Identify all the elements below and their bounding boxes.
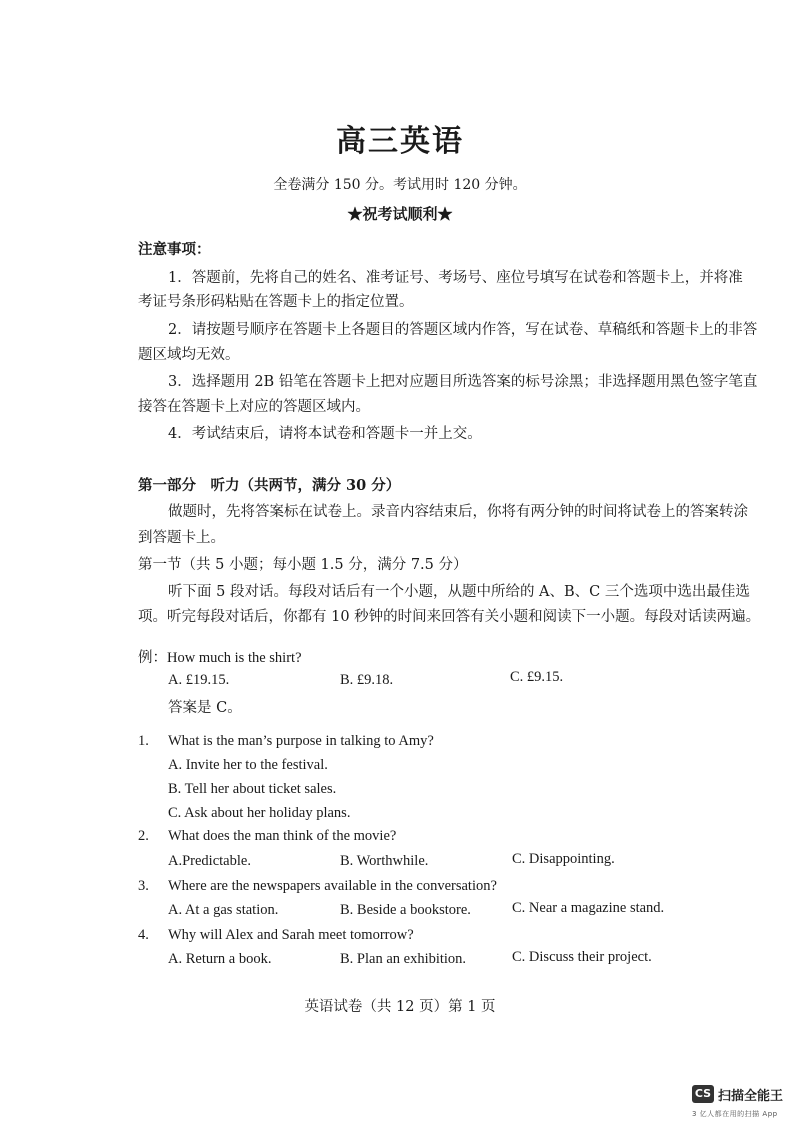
- example-option-a: A. £19.15.: [168, 672, 230, 688]
- example-answer: 答案是 C。: [168, 700, 242, 716]
- question-2-option-b: B. Worthwhile.: [340, 853, 429, 869]
- question-2-number: 2.: [138, 828, 149, 844]
- page-footer: 英语试卷（共 12 页）第 1 页: [304, 999, 496, 1015]
- notice-item-2-line1: 2．请按题号顺序在答题卡上各题目的答题区域内作答，写在试卷、草稿纸和答题卡上的非答: [168, 322, 758, 338]
- question-4-number: 4.: [138, 927, 149, 943]
- watermark-tagline: 3 亿人都在用的扫描 App: [692, 1110, 778, 1118]
- question-1-number: 1.: [138, 733, 149, 749]
- question-2-option-a: A.Predictable.: [168, 853, 251, 869]
- notice-item-1-line1: 1．答题前，先将自己的姓名、准考证号、考场号、座位号填写在试卷和答题卡上，并将准: [168, 270, 743, 286]
- good-luck-banner: ★祝考试顺利★: [347, 205, 453, 223]
- question-2-option-c: C. Disappointing.: [512, 851, 615, 867]
- watermark-app-name: 扫描全能王: [718, 1089, 784, 1104]
- question-3-option-c: C. Near a magazine stand.: [512, 900, 665, 916]
- notice-item-4-line1: 4．考试结束后，请将本试卷和答题卡一并上交。: [168, 426, 482, 442]
- page-title: 高三英语: [336, 124, 464, 159]
- part1-heading: 第一部分 听力（共两节，满分 30 分）: [138, 477, 401, 494]
- part1-intro-line1: 做题时，先将答案标在试卷上。录音内容结束后，你将有两分钟的时间将试卷上的答案转涂: [168, 504, 748, 520]
- exam-info: 全卷满分 150 分。考试用时 120 分钟。: [273, 177, 527, 193]
- question-3-number: 3.: [138, 878, 149, 894]
- question-3-option-a: A. At a gas station.: [168, 902, 279, 918]
- question-3-text: Where are the newspapers available in the conversation?: [168, 878, 497, 894]
- camscanner-logo-icon: CS: [692, 1085, 714, 1103]
- notice-heading: 注意事项：: [138, 241, 211, 258]
- notice-item-3-line1: 3．选择题用 2B 铅笔在答题卡上把对应题目所选答案的标号涂黑；非选择题用黑色签字笔直: [168, 374, 758, 390]
- question-3-option-b: B. Beside a bookstore.: [340, 902, 471, 918]
- example-option-b: B. £9.18.: [340, 672, 394, 688]
- question-4-option-c: C. Discuss their project.: [512, 949, 652, 965]
- example-question: 例：How much is the shirt?: [138, 650, 302, 666]
- notice-item-2-line2: 题区域均无效。: [138, 347, 240, 363]
- question-1-option-b: B. Tell her about ticket sales.: [168, 781, 337, 797]
- question-4-option-a: A. Return a book.: [168, 951, 272, 967]
- question-1-option-c: C. Ask about her holiday plans.: [168, 805, 351, 821]
- question-1-option-a: A. Invite her to the festival.: [168, 757, 328, 773]
- section1-instructions-line2: 项。听完每段对话后，你都有 10 秒钟的时间来回答有关小题和阅读下一小题。每段对话读两遍。: [138, 609, 761, 625]
- part1-intro-line2: 到答题卡上。: [138, 530, 225, 546]
- notice-item-1-line2: 考证号条形码粘贴在答题卡上的指定位置。: [138, 294, 414, 310]
- notice-item-3-line2: 接答在答题卡上对应的答题区域内。: [138, 399, 370, 415]
- question-1-text: What is the man’s purpose in talking to Amy?: [168, 733, 434, 749]
- section1-instructions-line1: 听下面 5 段对话。每段对话后有一个小题，从题中所给的 A、B、C 三个选项中选出最佳选: [168, 584, 750, 600]
- scanner-watermark: [688, 1082, 796, 1128]
- example-option-c: C. £9.15.: [510, 669, 564, 685]
- question-4-text: Why will Alex and Sarah meet tomorrow?: [168, 927, 414, 943]
- question-2-text: What does the man think of the movie?: [168, 828, 397, 844]
- section1-heading: 第一节（共 5 小题；每小题 1.5 分，满分 7.5 分）: [138, 557, 468, 573]
- question-4-option-b: B. Plan an exhibition.: [340, 951, 467, 967]
